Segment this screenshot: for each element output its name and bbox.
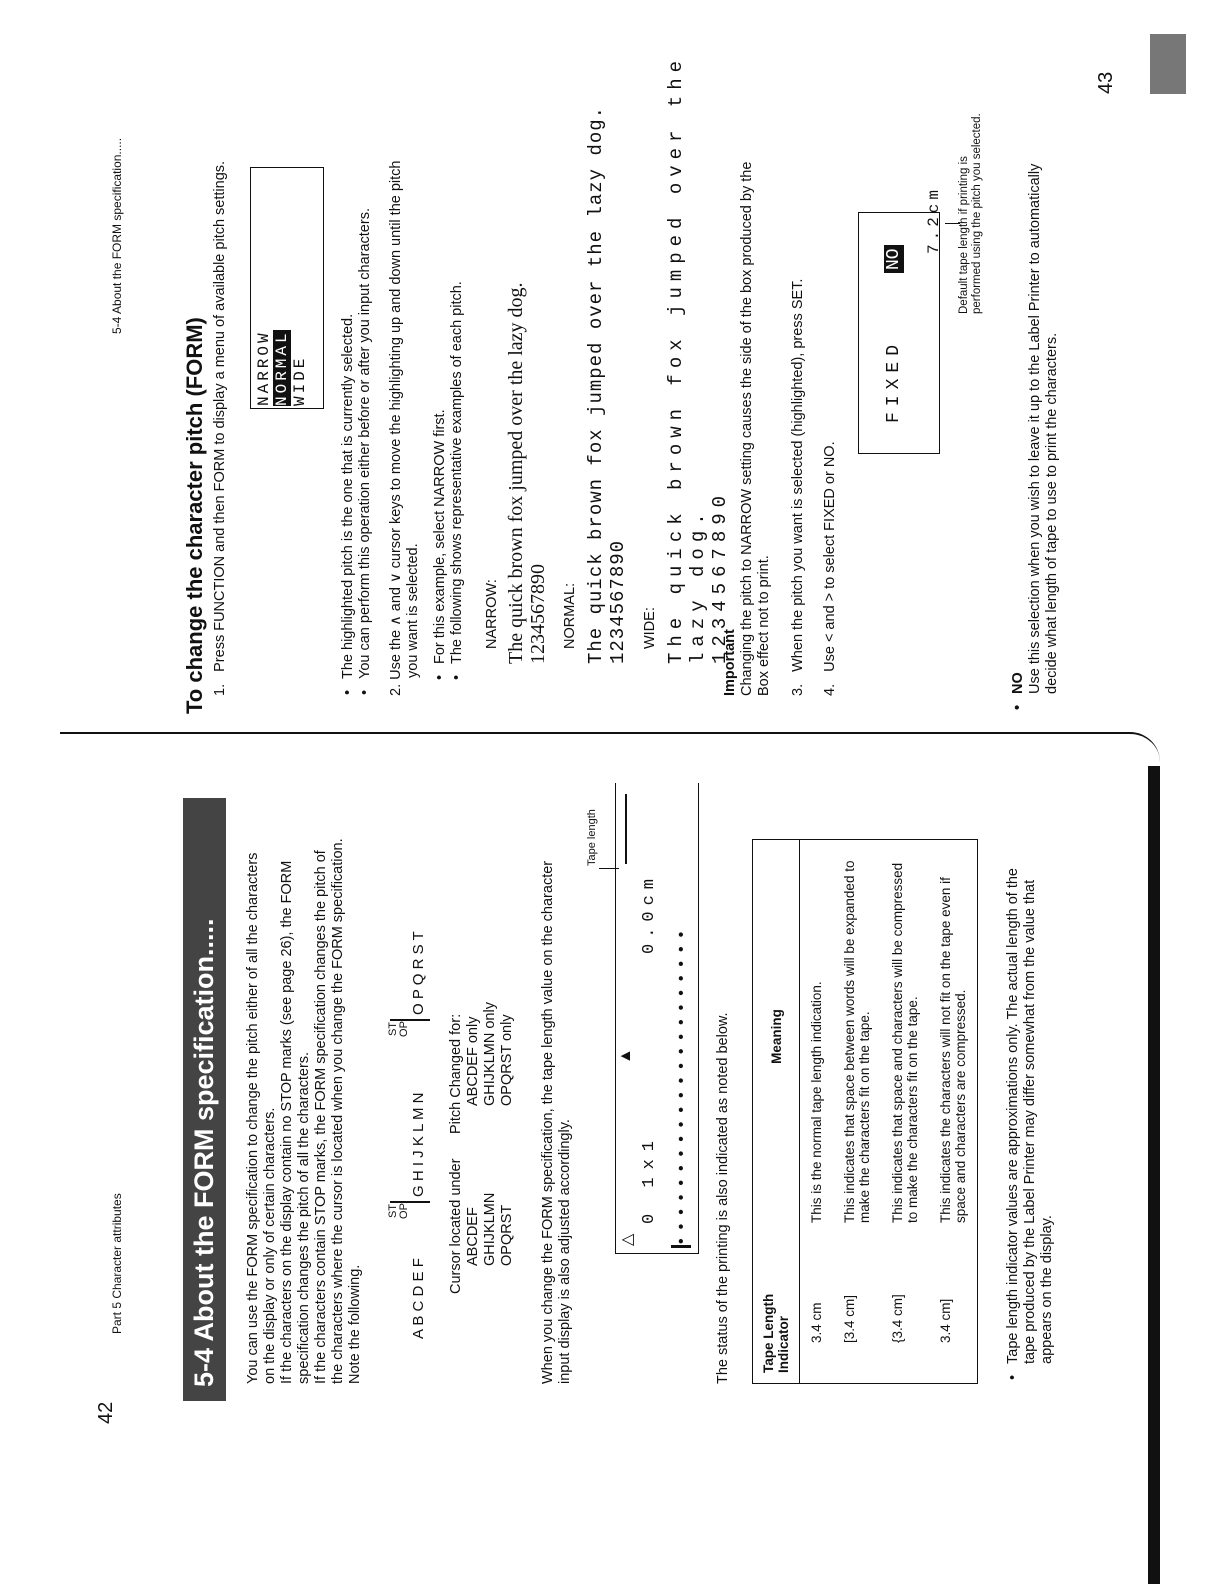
indicator-cell: {3.4 cm] [890,1294,905,1343]
step-1 [212,56,229,696]
blank-triangle-icon: △ [619,1233,636,1246]
step-2-bullet: • The following shows representative examples of each pitch. [449,24,466,664]
left-page [0,766,1224,1584]
stop-mark-bar [390,1020,430,1022]
step-1-bullet: • You can perform this operation either before or after you input characters. [357,39,374,679]
important-line: Box effect not to print. [756,555,772,696]
default-tape-note [958,113,984,314]
indicator-cell: 3.4 cm [809,1302,824,1343]
tape-value: 7.2cm [925,185,943,254]
stop-mark-example [388,819,438,1339]
tape-length-table [752,839,978,1384]
step-number: 1. [212,683,228,696]
step-number: 2. [388,683,404,696]
important-note [722,36,773,696]
book-spine [60,732,1160,794]
step-text: Use < and > to select FIXED or NO. [822,441,838,672]
right-page [0,0,1224,734]
intro-line: If the characters contain STOP marks, the FORM specification changes the pitch of [313,850,329,1384]
right-running-header: 5-4 About the FORM specification..... [110,137,124,334]
cursor-column-header: Cursor located under [448,1158,464,1294]
menu-item-normal[interactable]: NORMAL [273,330,291,406]
stop-mark-1: ST OP [387,1203,410,1219]
menu-item-wide[interactable]: WIDE [291,355,309,406]
table-row [800,840,834,1384]
pitch-menu-list [255,330,309,406]
step-text: Use the ∧ and ∨ cursor keys to move the highlighting up and down until the pitch [388,160,404,680]
step-4 [822,36,839,696]
meaning-cell: This indicates the characters will not fit on the tape even if space and characters are compressed. [938,877,968,1223]
sample-line: 1234567890 [709,489,731,664]
intro-paragraph [245,784,364,1384]
table-row [929,840,978,1384]
meaning-header: Meaning [753,840,800,1234]
display-right-value: 0.0cm [640,872,659,954]
pitch-changed: ABCDEF only [465,1016,481,1106]
step-number: 3. [790,683,806,696]
cursor-under: OPQRST [499,1204,515,1266]
step-1-notes [340,39,374,679]
no-option-description [1010,14,1061,694]
tape-length-table-wrap [752,839,978,1384]
cursor-row [482,894,499,1294]
step-text: When the pitch you want is selected (highlighted), press SET. [790,278,806,672]
step-2 [388,36,422,696]
no-text-line: Use this selection when you wish to leave it up to the Label Printer to automatically [1027,163,1043,694]
intro-line: Note the following. [347,1264,363,1384]
step-text: you want is selected. [405,543,421,678]
step-1-bullet: • The highlighted pitch is the one that is currently selected. [340,39,357,679]
pitch-changed: GHIJKLMN only [482,1002,498,1106]
wide-label: WIDE: [642,607,658,649]
important-heading: Important [722,629,738,696]
right-page-title: To change the character pitch (FORM) [182,317,207,714]
cursor-row [465,894,482,1294]
intro-line: on the display or only of certain characters. [262,1107,278,1384]
section-title: 5-4 About the FORM specification..... [183,798,226,1401]
note-line: appears on the display. [1039,1215,1055,1364]
important-line: Changing the pitch to NARROW setting causes the side of the box produced by the [739,161,755,696]
letters-opqrst: O P Q R S T [410,931,427,1015]
option-no[interactable]: NO [884,245,904,273]
sample-line: 1234567890 [527,564,549,664]
no-text-line: decide what length of tape to use to print the characters. [1044,332,1060,694]
display-cursor-bar [671,1245,691,1248]
indicator-cell: 3.4 cm] [938,1298,953,1343]
stop-mark-2: ST OP [387,1021,410,1037]
meaning-cell: This indicates that space between words will be expanded to make the characters fit on the tape. [842,860,872,1223]
change-line: When you change the FORM specification, the tape length value on the character [540,860,556,1384]
pitch-menu [250,167,324,409]
table-row [833,840,881,1384]
status-text: The status of the printing is also indicated as noted below. [715,1012,731,1384]
default-note-line: performed using the pitch you selected. [971,113,983,314]
cursor-pitch-table [448,894,516,1294]
display-left-value: 0 1x1 [640,1132,659,1224]
table-row [881,840,929,1384]
left-binding-edge [1148,766,1160,1584]
intro-line: specification changes the pitch of all the characters. [296,1051,312,1384]
cursor-under: GHIJKLMN [482,1192,498,1266]
thumb-tab [1150,34,1186,94]
indicator-header: Tape Length Indicator [753,1233,800,1384]
cursor-row [499,894,516,1294]
cursor-under: ABCDEF [465,1207,481,1266]
menu-item-narrow[interactable]: NARROW [255,330,273,406]
letters-abcdef: A B C D E F [410,1258,427,1339]
right-page-number: 43 [1095,71,1117,94]
letters-ghijklmn: G H I J K L M N [410,1092,427,1197]
change-line: input display is also adjusted accordingly. [557,1119,573,1384]
intro-line: the characters where the cursor is located when you change the FORM specification. [330,838,346,1384]
intro-line: If the characters on the display contain no STOP marks (see page 26), the FORM [279,860,295,1384]
normal-sample [585,106,629,664]
step-2-notes [432,24,466,664]
tape-length-label: Tape length [586,809,598,866]
pitch-changed: OPQRST only [499,1014,515,1106]
default-note-line: Default tape length if printing is [958,156,970,314]
sample-line: The quick brown fox jumped over the lazy dog. [665,54,709,664]
step-text: Press FUNCTION and then FORM to display a menu of available pitch settings. [212,160,228,672]
display-dot-row: •••••••••••••••••••••• [673,922,690,1244]
display-bar [625,794,627,864]
filled-triangle-icon: ▲ [617,1048,634,1064]
change-paragraph [540,784,574,1384]
no-heading: • NO [1010,14,1027,694]
indicator-cell: [3.4 cm] [842,1294,857,1343]
table-header-row [753,840,800,1384]
meaning-cell: This is the normal tape length indication. [809,981,824,1223]
narrow-sample [505,282,549,664]
approximation-note [1005,764,1056,1364]
left-running-header: Part 5 Character attributes [110,1193,124,1334]
note-line: tape produced by the Label Printer may differ somewhat from the value that [1022,879,1038,1364]
pitch-column-header: Pitch Changed for: [448,1013,464,1134]
step-2-bullet: • For this example, select NARROW first. [432,24,449,664]
sample-line: 1234567890 [607,539,629,664]
option-fixed[interactable]: FIXED [884,338,904,423]
step-number: 4. [822,683,838,696]
normal-label: NORMAL: [562,582,578,649]
meaning-cell: This indicates that space and characters will be compressed to make the characters fit on the tape. [890,862,920,1223]
sample-line: The quick brown fox jumped over the lazy dog. [585,105,607,664]
stop-mark-bar [390,1202,430,1204]
narrow-label: NARROW: [484,579,500,649]
left-page-number: 42 [95,1401,117,1424]
cursor-table-header [448,894,465,1294]
tape-length-display [585,794,700,1254]
intro-line: You can use the FORM specification to change the pitch either of all the characters [245,852,261,1384]
step-3 [790,36,807,696]
sample-line: The quick brown fox jumped over the lazy dog. [505,282,527,664]
note-line: • Tape length indicator values are approximations only. The actual length of the [1005,764,1022,1364]
